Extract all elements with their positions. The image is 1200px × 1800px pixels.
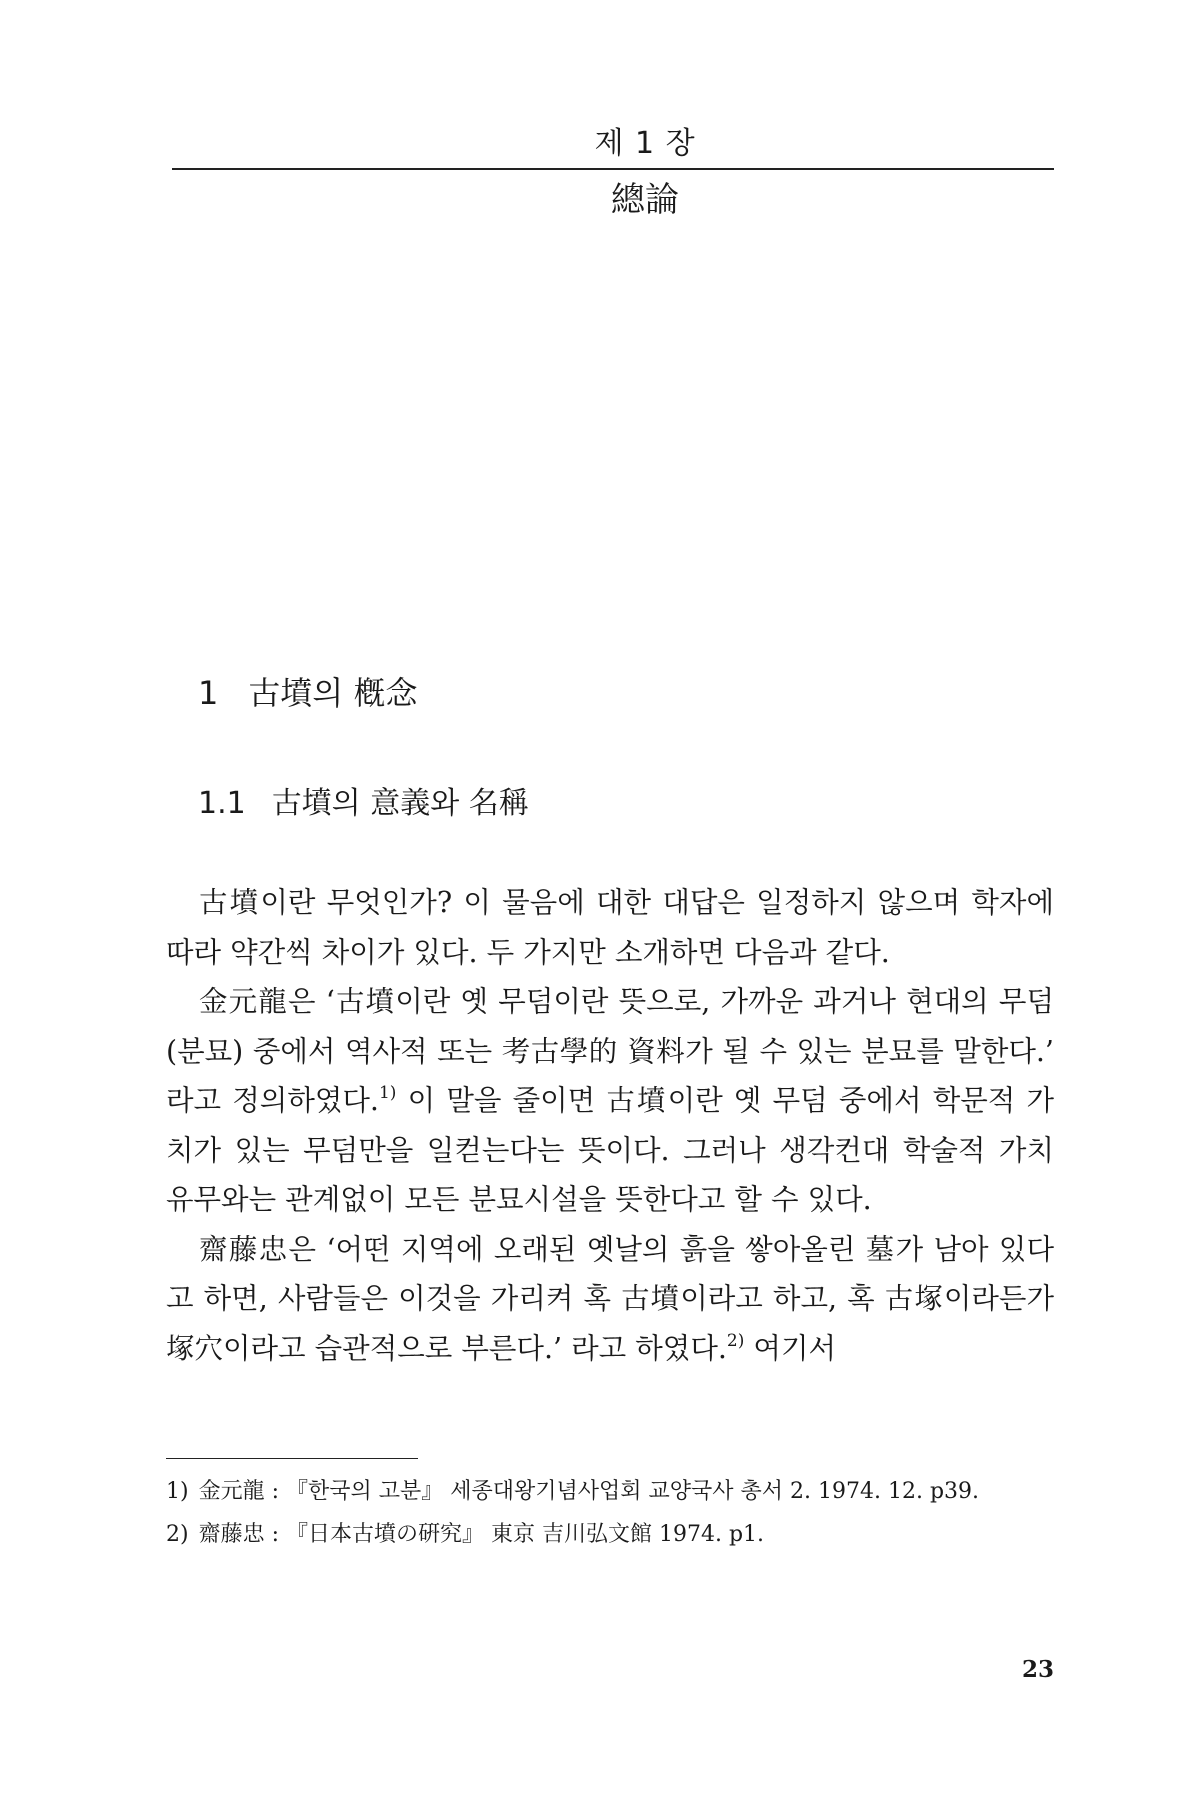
footnote-text: 齋藤忠 : 『日本古墳の硏究』 東京 吉川弘文館 1974. p1. bbox=[198, 1522, 765, 1547]
paragraph bbox=[166, 977, 1054, 1225]
section-number: 1 bbox=[198, 674, 219, 712]
footnote bbox=[166, 1470, 1066, 1513]
footnote-number: 2) bbox=[166, 1522, 189, 1547]
paragraph-text: 이 말을 줄이면 古墳이란 옛 무덤 중에서 학문적 가치가 있는 무덤만을 일컫는다는 뜻이다. 그러나 생각컨대 학술적 가치 유무와는 관계없이 모든 분묘시설을 뜻한다고 할 수 있다. bbox=[166, 1084, 1055, 1216]
footnote-reference[interactable]: 2) bbox=[726, 1330, 745, 1351]
subsection-heading bbox=[198, 778, 529, 822]
paragraph-text: 金元龍은 ‘古墳이란 옛 무덤이란 뜻으로, 가까운 과거나 현대의 무덤(분묘) 중에서 역사적 또는 考古學的 資料가 될 수 있는 분묘를 말한다.’ 라고 정의하였다. bbox=[166, 985, 1054, 1117]
footnote-text: 金元龍 : 『한국의 고분』 세종대왕기념사업회 교양국사 총서 2. 1974. 12. p39. bbox=[198, 1479, 980, 1504]
subsection-number: 1.1 bbox=[198, 786, 246, 821]
paragraph bbox=[166, 1225, 1054, 1374]
footnote bbox=[166, 1513, 1066, 1556]
footnotes bbox=[166, 1470, 1066, 1556]
footnote-number: 1) bbox=[166, 1479, 189, 1504]
section-heading bbox=[198, 668, 417, 714]
chapter-divider bbox=[172, 168, 1054, 170]
paragraph-text: 齋藤忠은 ‘어떤 지역에 오래된 옛날의 흙을 쌓아올린 墓가 남아 있다고 하면, 사람들은 이것을 가리켜 혹 古墳이라고 하고, 혹 古塚이라든가 塚穴이라고 습관적으로 부른다.’ 라고 하였다. bbox=[166, 1232, 1054, 1365]
paragraph-text: 古墳이란 무엇인가? 이 물음에 대한 대답은 일정하지 않으며 학자에 따라 약간씩 차이가 있다. 두 가지만 소개하면 다음과 같다. bbox=[166, 886, 1054, 969]
paragraph-text: 여기서 bbox=[744, 1331, 837, 1365]
subsection-title: 古墳의 意義와 名稱 bbox=[271, 786, 529, 821]
footnote-divider bbox=[166, 1458, 418, 1459]
page-number: 23 bbox=[1022, 1656, 1055, 1683]
paragraph bbox=[166, 878, 1054, 977]
section-title: 古墳의 槪念 bbox=[248, 674, 418, 712]
body-text bbox=[166, 878, 1054, 1373]
chapter-label: 제 1 장 bbox=[594, 126, 696, 161]
chapter-title: 總論 bbox=[611, 180, 679, 220]
footnote-reference[interactable]: 1) bbox=[378, 1083, 397, 1103]
